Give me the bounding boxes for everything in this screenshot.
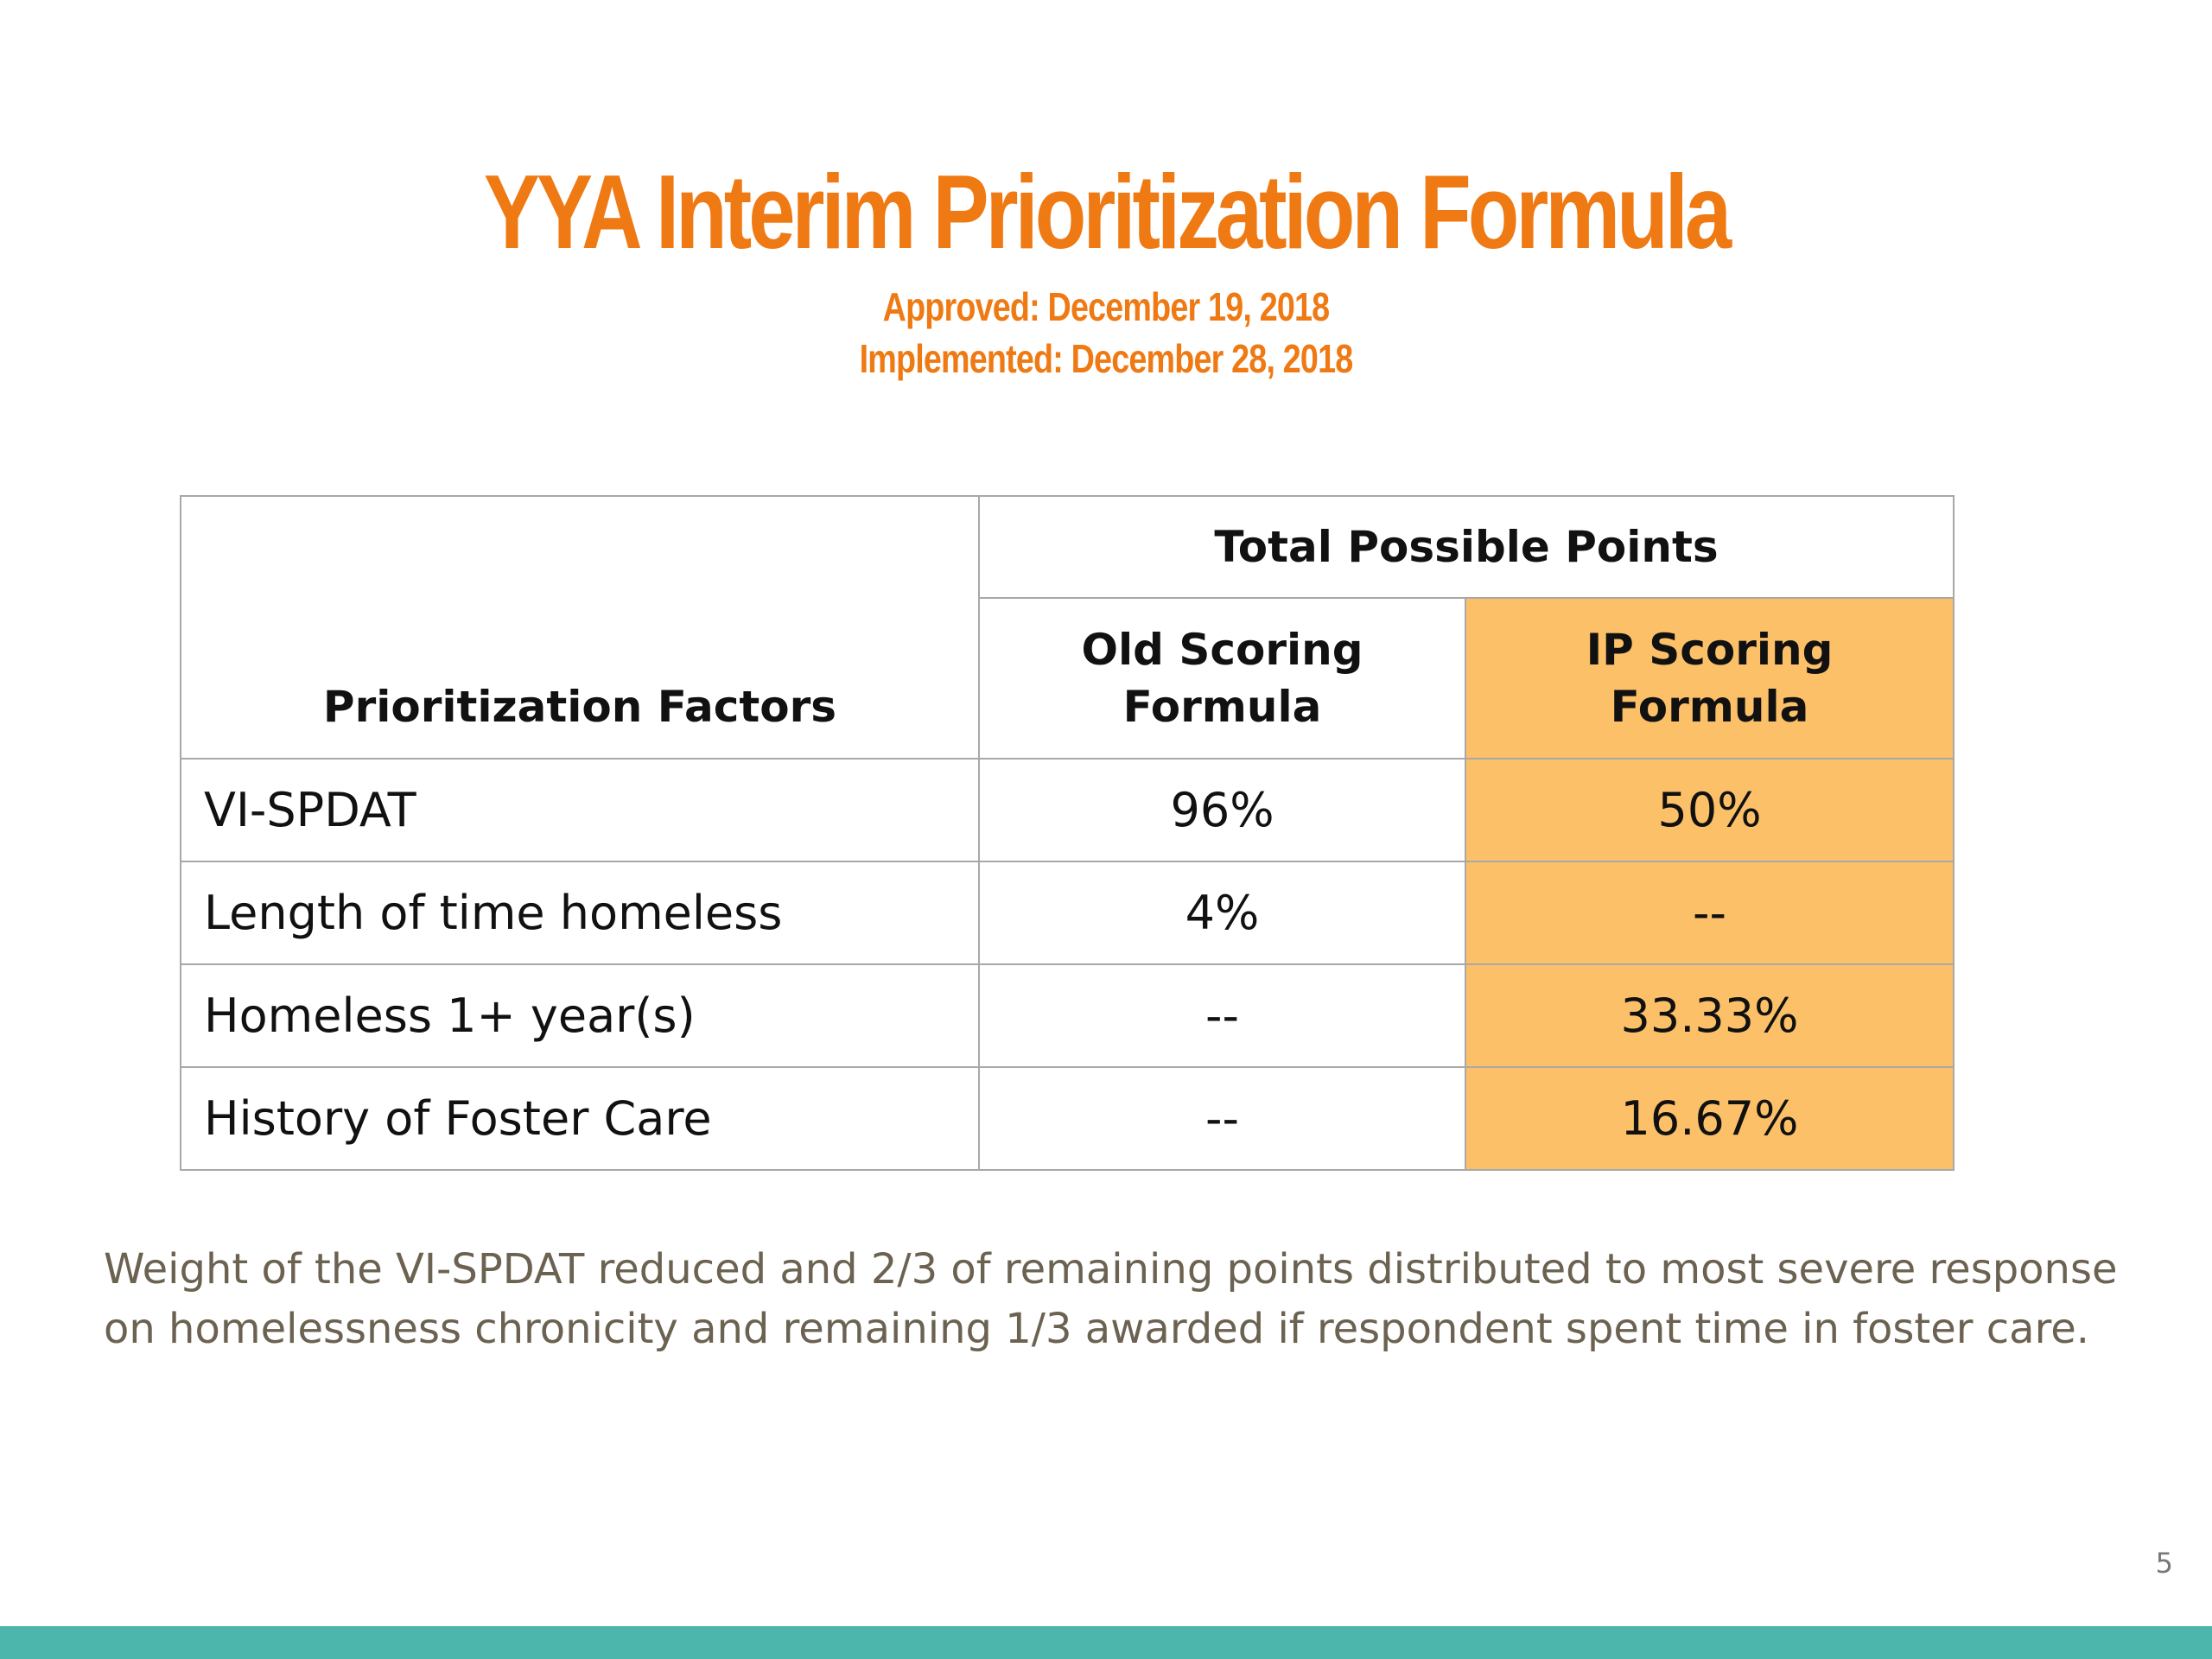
approved-date: Approved: December 19, 2018 [882, 284, 1330, 329]
table-row [181, 964, 1954, 1067]
header-old-label: Old Scoring Formula [1081, 625, 1363, 732]
header-total-possible-points: Total Possible Points [979, 496, 1954, 598]
ip-value-cell: -- [1465, 861, 1954, 964]
factor-cell: Length of time homeless [181, 861, 979, 964]
old-value-cell: -- [979, 964, 1465, 1067]
header-prioritization-factors: Prioritization Factors [181, 496, 979, 759]
footer-accent-bar [0, 1626, 2212, 1659]
ip-value-cell: 50% [1465, 759, 1954, 861]
explanation-note: Weight of the VI-SPDAT reduced and 2/3 of remaining points distributed to most severe response on homelessness chronicity and remaining 1/3 awarded if respondent spent time in foster care. [104, 1245, 2118, 1353]
page-number: 5 [2155, 1547, 2173, 1580]
header-old-scoring-formula [979, 598, 1465, 759]
prioritization-table [180, 495, 1955, 1171]
table-row [181, 759, 1954, 861]
old-value-cell: 96% [979, 759, 1465, 861]
factor-cell: History of Foster Care [181, 1067, 979, 1170]
factor-cell: Homeless 1+ year(s) [181, 964, 979, 1067]
table-row [181, 861, 1954, 964]
old-value-cell: -- [979, 1067, 1465, 1170]
ip-value-cell: 33.33% [1465, 964, 1954, 1067]
old-value-cell: 4% [979, 861, 1465, 964]
header-ip-scoring-formula [1465, 598, 1954, 759]
table-header-row [181, 496, 1954, 598]
slide-title: YYA Interim Prioritization Formula [483, 153, 1729, 270]
factor-cell: VI-SPDAT [181, 759, 979, 861]
ip-value-cell: 16.67% [1465, 1067, 1954, 1170]
header-ip-label: IP Scoring Formula [1586, 625, 1834, 732]
implemented-date: Implemented: December 28, 2018 [859, 336, 1353, 381]
table-row [181, 1067, 1954, 1170]
